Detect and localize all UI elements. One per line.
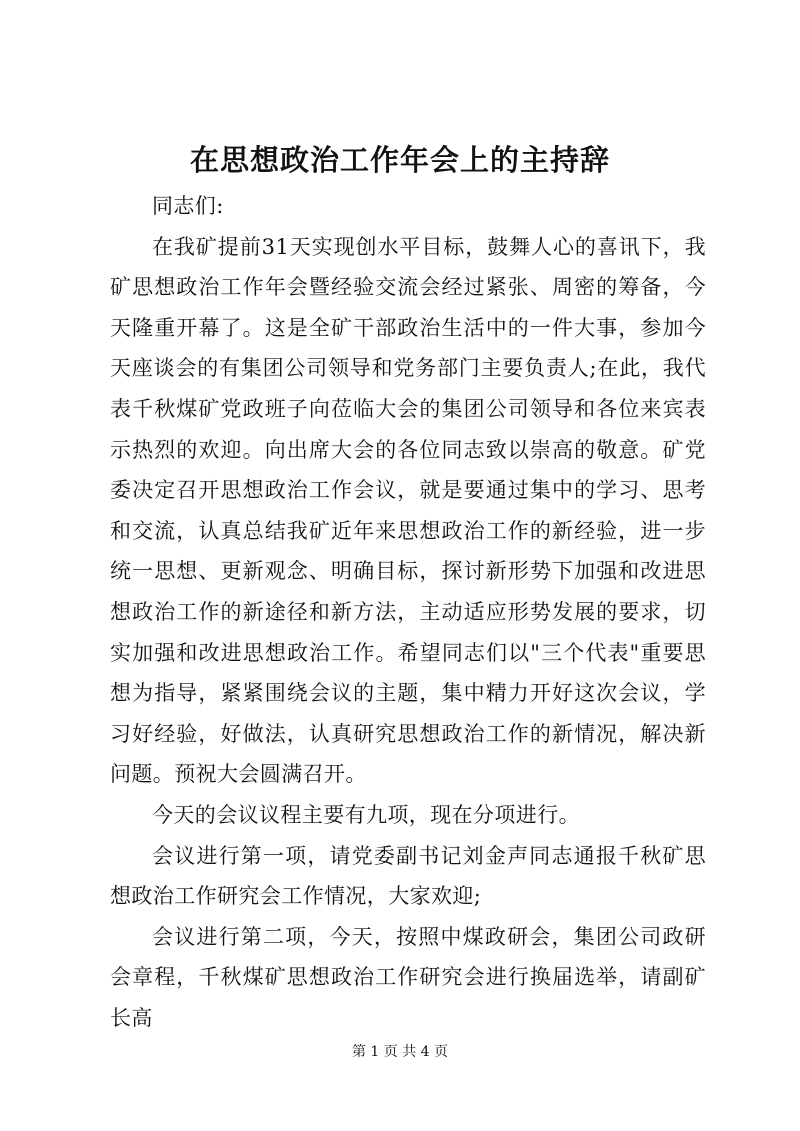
salutation-paragraph: 同志们: [152, 194, 224, 218]
agenda-item-2-paragraph: 会议进行第二项，今天，按照中煤政研会，集团公司政研会章程，千秋煤矿思想政治工作研究会进行换届选举，请副矿长高 [110, 924, 706, 1030]
agenda-paragraph: 今天的会议议程主要有九项，现在分项进行。 [152, 802, 580, 827]
document-title: 在思想政治工作年会上的主持辞 [189, 143, 610, 177]
opening-paragraph: 在我矿提前31天实现创水平目标，鼓舞人心的喜讯下，我矿思想政治工作年会暨经验交流会经过紧张、周密的筹备，今天隆重开幕了。这是全矿干部政治生活中的一件大事，参加今天座谈会的有集团公司领导和党务部门主要负责人;在此，我代表千秋煤矿党政班子向莅临大会的集团公司领导和各位来宾表示热烈的欢迎。向出席大会的各位同志致以崇高的敬意。矿党委决定召开思想政治工作会议，就是要通过集中的学习、思考和交流，认真总结我矿近年来思想政治工作的新经验，进一步统一思想、更新观念、明确目标，探讨新形势下加强和改进思想政治工作的新途径和新方法，主动适应形势发展的要求，切实加强和改进思想政治工作。希望同志们以"三个代表"重要思想为指导，紧紧围绕会议的主题，集中精力开好这次会议，学习好经验，好做法，认真研究思想政治工作的新情况，解决新问题。预祝大会圆满召开。 [110, 234, 706, 787]
page-number-footer: 第 1 页 共 4 页 [351, 1044, 449, 1060]
agenda-item-1-paragraph: 会议进行第一项，请党委副书记刘金声同志通报千秋矿思想政治工作研究会工作情况，大家欢迎; [110, 843, 706, 909]
document-body [110, 186, 706, 1038]
